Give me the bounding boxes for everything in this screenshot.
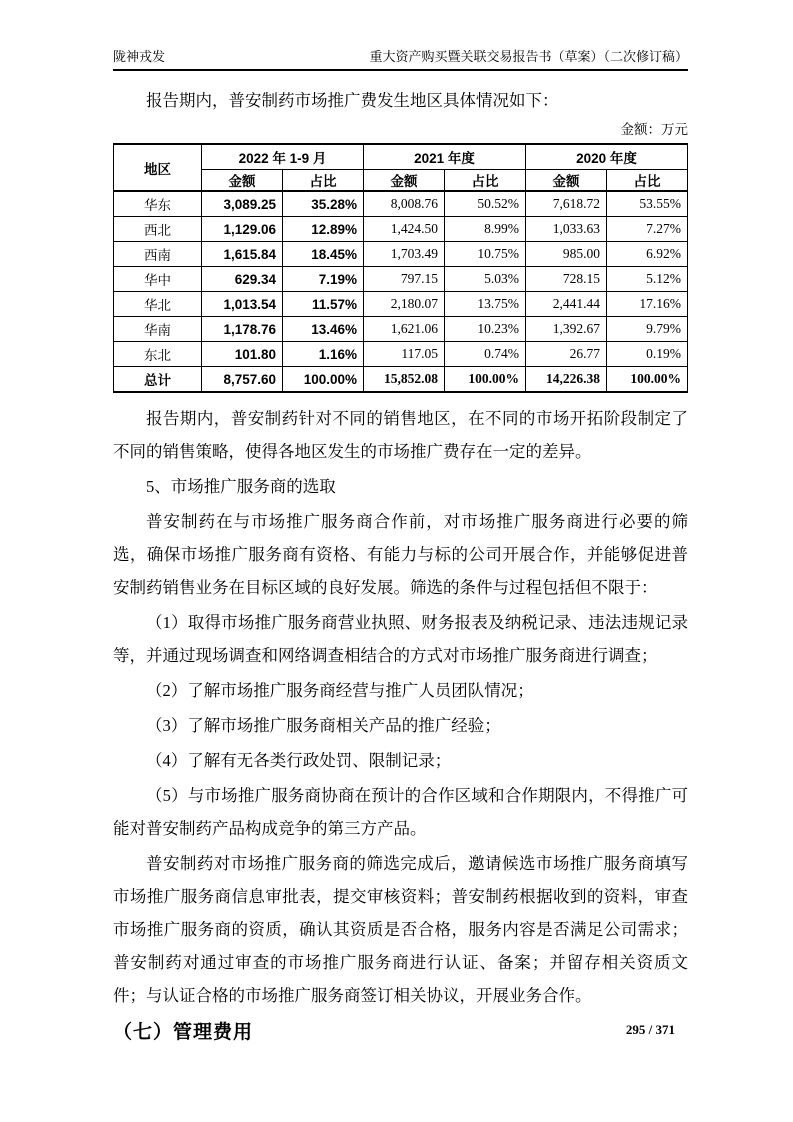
ratio-cell: 13.75% <box>445 292 526 317</box>
amount-cell: 728.15 <box>526 267 607 292</box>
amount-cell: 1,424.50 <box>364 217 445 242</box>
amount-cell: 117.05 <box>364 342 445 367</box>
region-cell: 东北 <box>114 342 202 367</box>
region-cell: 华中 <box>114 267 202 292</box>
body-paragraph: 普安制药在与市场推广服务商合作前，对市场推广服务商进行必要的筛选，确保市场推广服务商有资格、有能力与标的公司开展合作，并能够促进普安制药销售业务在目标区域的良好发展。筛选的条件与过程包括但不限于： <box>113 512 688 597</box>
ratio-cell: 5.12% <box>607 267 688 292</box>
amount-cell: 8,008.76 <box>364 191 445 217</box>
ratio-cell: 100.00% <box>445 367 526 393</box>
amount-cell: 1,615.84 <box>202 242 283 267</box>
amount-cell: 26.77 <box>526 342 607 367</box>
amount-cell: 797.15 <box>364 267 445 292</box>
amount-cell: 2,441.44 <box>526 292 607 317</box>
table-row <box>114 217 688 242</box>
amount-cell: 1,129.06 <box>202 217 283 242</box>
amount-cell: 629.34 <box>202 267 283 292</box>
ratio-cell: 50.52% <box>445 191 526 217</box>
ratio-cell: 8.99% <box>445 217 526 242</box>
ratio-header: 占比 <box>607 170 688 192</box>
numbered-item-heading: 5、市场推广服务商的选取 <box>146 477 336 496</box>
region-cell: 华南 <box>114 317 202 342</box>
ratio-cell: 35.28% <box>283 191 364 217</box>
ratio-cell: 1.16% <box>283 342 364 367</box>
amount-cell: 985.00 <box>526 242 607 267</box>
amount-cell: 15,852.08 <box>364 367 445 393</box>
ratio-cell: 5.03% <box>445 267 526 292</box>
table-row <box>114 191 688 217</box>
period-header-2022: 2022 年 1-9 月 <box>202 144 364 170</box>
list-item-paragraph: （5）与市场推广服务商协商在预计的合作区域和合作期限内，不得推广可能对普安制药产品构成竞争的第三方产品。 <box>113 786 688 838</box>
page-number: 295 / 371 <box>625 1022 675 1037</box>
amount-cell: 1,621.06 <box>364 317 445 342</box>
ratio-cell: 11.57% <box>283 292 364 317</box>
ratio-cell: 7.19% <box>283 267 364 292</box>
region-cell: 西北 <box>114 217 202 242</box>
amount-unit-label: 金额：万元 <box>620 122 688 137</box>
ratio-cell: 17.16% <box>607 292 688 317</box>
company-name: 陇神戎发 <box>113 49 166 64</box>
list-item-paragraph: （3）了解市场推广服务商相关产品的推广经验； <box>146 716 501 735</box>
table-total-row <box>114 367 688 393</box>
ratio-cell: 100.00% <box>283 367 364 393</box>
list-item-paragraph: （1）取得市场推广服务商营业执照、财务报表及纳税记录、违法违规记录等，并通过现场调查和网络调查相结合的方式对市场推广服务商进行调查； <box>113 613 688 665</box>
ratio-header: 占比 <box>283 170 364 192</box>
ratio-cell: 6.92% <box>607 242 688 267</box>
ratio-cell: 12.89% <box>283 217 364 242</box>
amount-cell: 14,226.38 <box>526 367 607 393</box>
ratio-cell: 10.23% <box>445 317 526 342</box>
amount-cell: 1,178.76 <box>202 317 283 342</box>
list-item-paragraph: （4）了解有无各类行政处罚、限制记录； <box>146 751 452 770</box>
ratio-cell: 7.27% <box>607 217 688 242</box>
amount-cell: 8,757.60 <box>202 367 283 393</box>
region-cell: 西南 <box>114 242 202 267</box>
ratio-header: 占比 <box>445 170 526 192</box>
list-item-paragraph: （2）了解市场推广服务商经营与推广人员团队情况； <box>146 681 534 700</box>
amount-cell: 1,703.49 <box>364 242 445 267</box>
amount-header: 金额 <box>364 170 445 192</box>
intro-paragraph: 报告期内，普安制药市场推广费发生地区具体情况如下： <box>146 91 559 110</box>
table-row <box>114 242 688 267</box>
amount-cell: 1,033.63 <box>526 217 607 242</box>
amount-cell: 101.80 <box>202 342 283 367</box>
body-paragraph: 报告期内，普安制药针对不同的销售地区，在不同的市场开拓阶段制定了不同的销售策略，使得各地区发生的市场推广费存在一定的差异。 <box>113 409 688 461</box>
amount-cell: 1,392.67 <box>526 317 607 342</box>
ratio-cell: 13.46% <box>283 317 364 342</box>
body-paragraph: 普安制药对市场推广服务商的筛选完成后，邀请候选市场推广服务商填写市场推广服务商信息审批表，提交审核资料；普安制药根据收到的资料，审查市场推广服务商的资质，确认其资质是否合格，服务内容是否满足公司需求；普安制药对通过审查的市场推广服务商进行认证、备案；并留存相关资质文件；与认证合格的市场推广服务商签订相关协议，开展业务合作。 <box>113 854 688 1005</box>
ratio-cell: 53.55% <box>607 191 688 217</box>
ratio-cell: 100.00% <box>607 367 688 393</box>
region-cell: 总计 <box>114 367 202 393</box>
report-title: 重大资产购买暨关联交易报告书（草案）（二次修订稿） <box>369 49 688 64</box>
ratio-cell: 18.45% <box>283 242 364 267</box>
ratio-cell: 9.79% <box>607 317 688 342</box>
amount-cell: 1,013.54 <box>202 292 283 317</box>
table-header-group-row <box>114 144 688 170</box>
table-row <box>114 267 688 292</box>
amount-header: 金额 <box>202 170 283 192</box>
page-header <box>113 48 688 71</box>
amount-cell: 7,618.72 <box>526 191 607 217</box>
period-header-2020: 2020 年度 <box>526 144 688 170</box>
region-promotion-fee-table <box>113 143 688 393</box>
region-cell: 华东 <box>114 191 202 217</box>
table-row <box>114 342 688 367</box>
amount-header: 金额 <box>526 170 607 192</box>
ratio-cell: 10.75% <box>445 242 526 267</box>
region-column-header: 地区 <box>114 144 202 191</box>
period-header-2021: 2021 年度 <box>364 144 526 170</box>
table-row <box>114 317 688 342</box>
region-cell: 华北 <box>114 292 202 317</box>
ratio-cell: 0.74% <box>445 342 526 367</box>
section-heading: （七）管理费用 <box>113 1022 254 1043</box>
amount-cell: 3,089.25 <box>202 191 283 217</box>
amount-cell: 2,180.07 <box>364 292 445 317</box>
table-row <box>114 292 688 317</box>
ratio-cell: 0.19% <box>607 342 688 367</box>
